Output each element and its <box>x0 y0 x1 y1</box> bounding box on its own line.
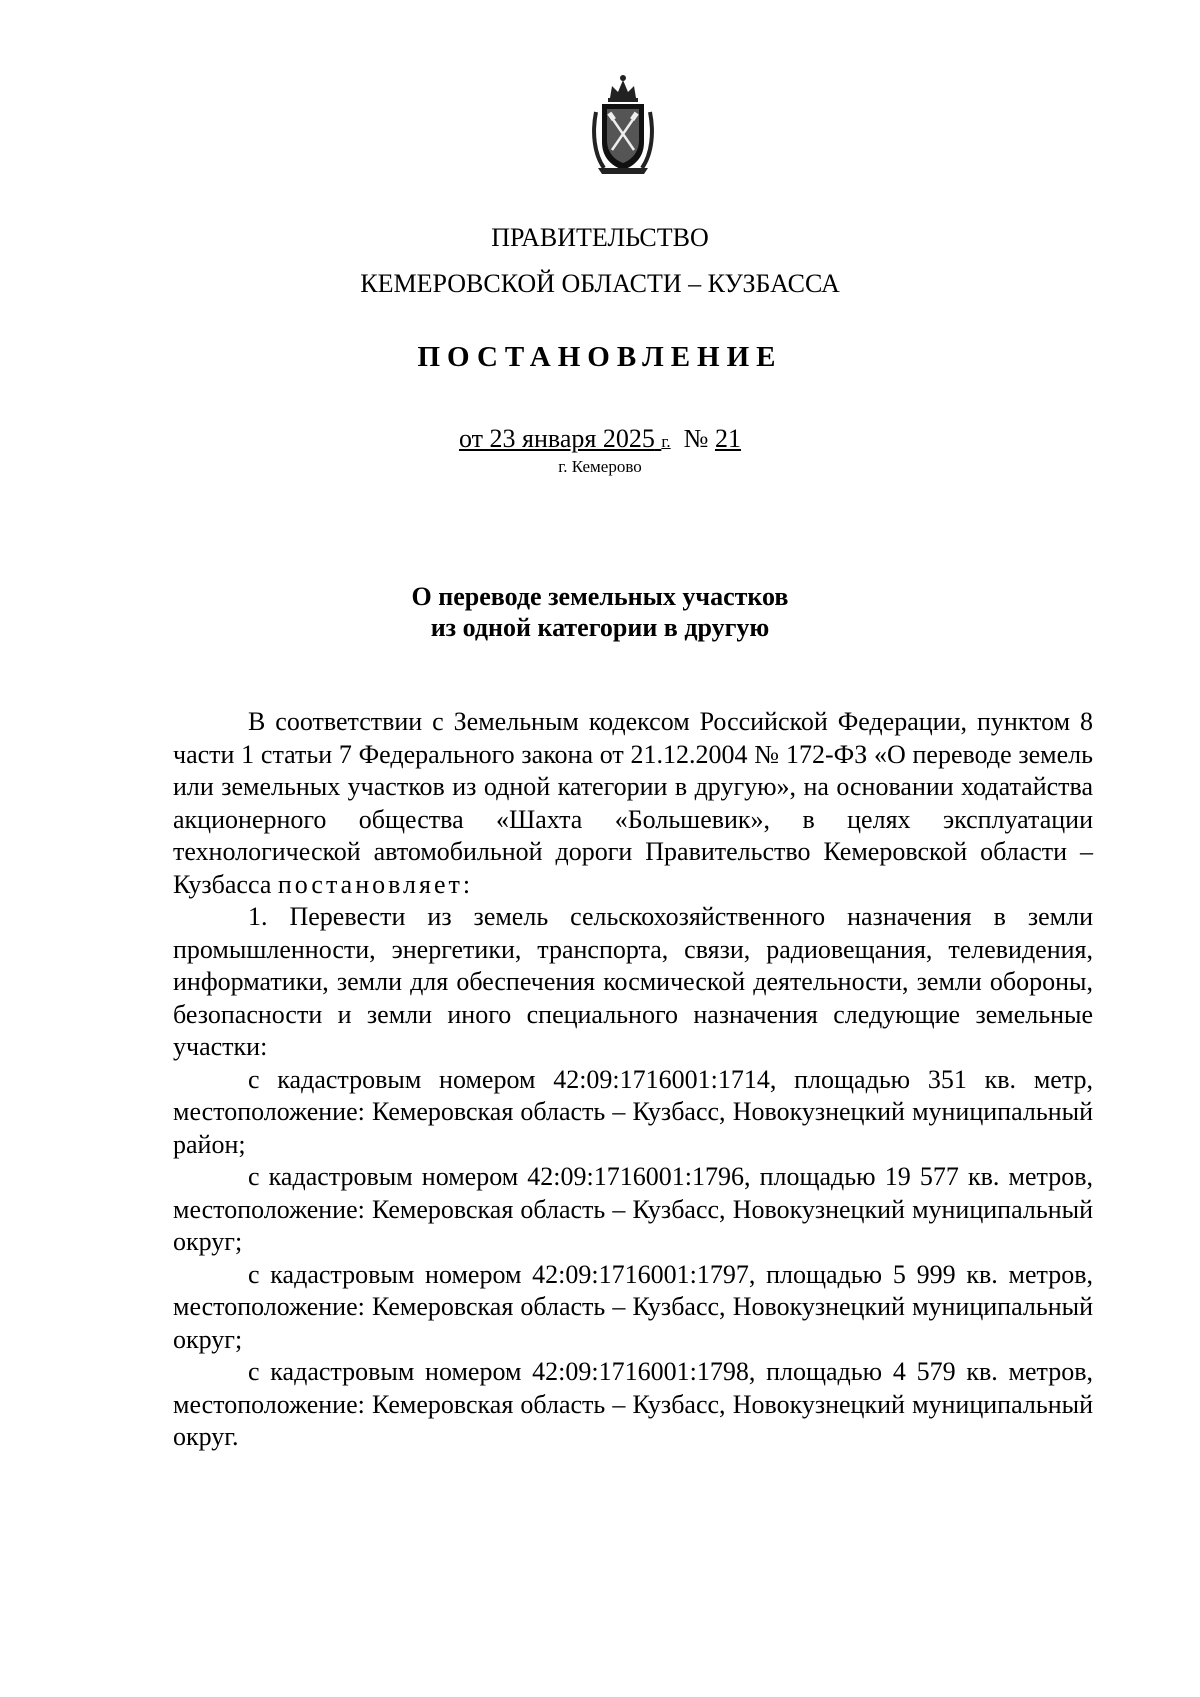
number-label: № <box>683 424 709 453</box>
document-city: г. Кемерово <box>558 457 642 476</box>
subject-line1: О переводе земельных участков <box>411 582 789 611</box>
parcel-paragraph: с кадастровым номером 42:09:1716001:1797, площадью 5 999 кв. метров, местоположение: Кемеровская область – Кузбасс, Новокузнецкий муниципальный округ; <box>173 1259 1093 1354</box>
document-date-line <box>0 424 1200 457</box>
date-suffix: г. <box>661 432 671 451</box>
decree-colon: : <box>462 869 471 899</box>
item-1-paragraph: 1. Перевести из земель сельскохозяйственного назначения в земли промышленности, энергетики, транспорта, связи, радиовещания, телевидения, информатики, земли для обеспечения космической деятельности, земли обороны, безопасности и земли иного специального назначения следующие земельные участки: <box>173 902 1093 1061</box>
parcel-paragraph: с кадастровым номером 42:09:1716001:1796, площадью 19 577 кв. метров, местоположение: Кемеровская область – Кузбасс, Новокузнецкий муниципальный округ; <box>173 1162 1093 1256</box>
date-prefix: от <box>459 424 484 453</box>
document-body <box>173 706 1093 1454</box>
government-title-line1: ПРАВИТЕЛЬСТВО <box>491 223 709 252</box>
coat-of-arms-emblem <box>590 72 656 176</box>
subject-line2: из одной категории в другую <box>430 613 770 642</box>
parcel-paragraph: с кадастровым номером 42:09:1716001:1714, площадью 351 кв. метр, местоположение: Кемеровская область – Кузбасс, Новокузнецкий муниципальный район; <box>173 1064 1093 1159</box>
document-type-title: ПОСТАНОВЛЕНИЕ <box>417 341 783 373</box>
decree-word: постановляет <box>277 869 463 899</box>
preamble-text: В соответствии с Земельным кодексом Российской Федерации, пунктом 8 части 1 статьи 7 Федерального закона от 21.12.2004 № 172-ФЗ «О переводе земель или земельных участков из одной категории в другую», на основании ходатайства акционерного общества «Шахта «Большевик», в целях эксплуатации технологической автомобильной дороги Правительство Кемеровской области – Кузбасса <box>173 707 1093 899</box>
parcel-paragraph: с кадастровым номером 42:09:1716001:1798, площадью 4 579 кв. метров, местоположение: Кемеровская область – Кузбасс, Новокузнецкий муниципальный округ. <box>173 1357 1093 1451</box>
preamble-paragraph <box>173 706 1093 901</box>
date-value: 23 января 2025 <box>489 424 655 453</box>
document-number: 21 <box>714 424 741 453</box>
government-title-line2: КЕМЕРОВСКОЙ ОБЛАСТИ – КУЗБАССА <box>360 269 840 298</box>
